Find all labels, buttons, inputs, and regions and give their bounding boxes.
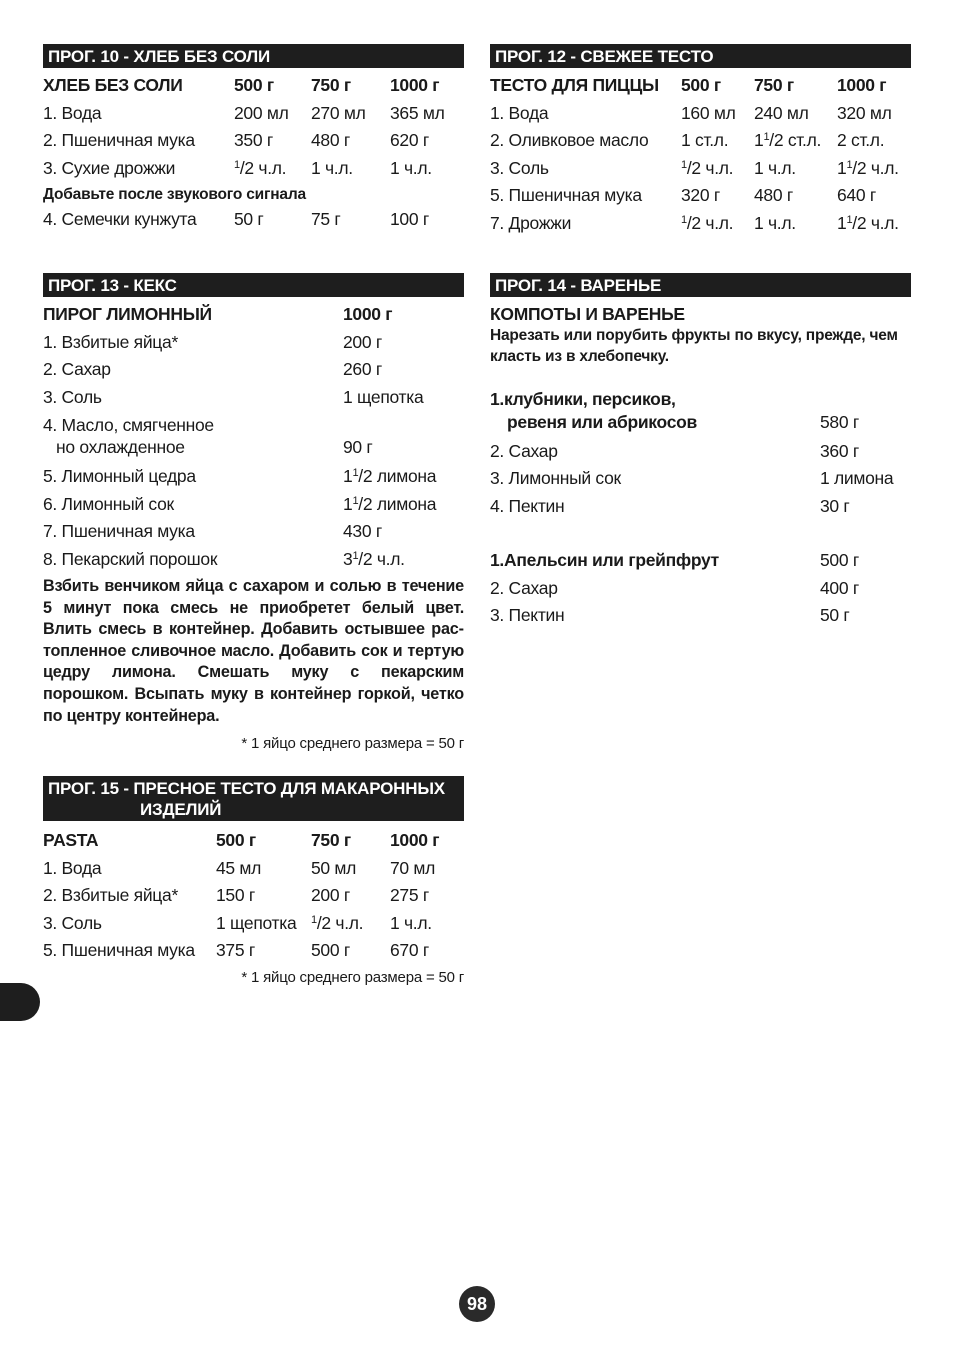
amount: 150 г [216, 885, 255, 905]
instructions: Взбить венчиком яйца с сахаром и солью в течение 5 минут пока смесь не приобретет белый цвет. Влить смесь в контейнер. Добавить остывшее растопленное сливочное масло. Добавить сок и тертую цедру лимона. Смешать муку с пекарским порошком. Всыпать муку в контейнер горкой, четко по центру контейнера. [43, 577, 464, 725]
section-title-line1: ПРОГ. 15 - ПРЕСНОЕ ТЕСТО ДЛЯ МАКАРОННЫХ [48, 779, 445, 798]
table-row [43, 206, 464, 234]
ingredient: 5. Пшеничная мука [43, 940, 195, 960]
table-row [490, 602, 911, 630]
table-header [43, 72, 464, 100]
footnote: * 1 яйцо среднего размера = 50 г [241, 735, 464, 753]
table-row [43, 100, 464, 128]
table-row [43, 155, 464, 183]
column-header: 1000 г [390, 830, 440, 850]
amount: 480 г [311, 130, 350, 150]
table-header [43, 301, 464, 329]
amount: 2 ст.л. [837, 130, 885, 150]
table-header [43, 827, 464, 855]
table-row [43, 329, 464, 357]
table-row [490, 493, 911, 521]
table-row [490, 465, 911, 493]
amount: 375 г [216, 940, 255, 960]
ingredient: 4. Семечки кунжута [43, 209, 197, 229]
amount: 640 г [837, 185, 876, 205]
amount: $1^1/2$ лимона [343, 466, 437, 486]
ingredient: 5. Пшеничная мука [490, 185, 642, 205]
column-header: 750 г [754, 75, 794, 95]
page-edge-tab [0, 983, 40, 1021]
amount: 1 ст.л. [681, 130, 729, 150]
amount: 1 ч.л. [754, 212, 796, 233]
table-row [490, 210, 911, 238]
table-row [490, 438, 911, 466]
after-beep-note: Добавьте после звукового сигнала [43, 186, 306, 203]
amount: $3^1/2$ ч.л. [343, 548, 405, 569]
section-prog14 [490, 273, 911, 630]
amount: 620 г [390, 130, 429, 150]
ingredient: 4. Масло, смягченное [43, 415, 214, 435]
amount: 200 г [311, 885, 350, 905]
amount: 50 г [234, 209, 264, 229]
ingredient: 1. Вода [43, 857, 102, 878]
ingredient: 3. Лимонный сок [490, 468, 621, 488]
amount: 1 ч.л. [390, 912, 432, 933]
amount: 270 мл [311, 102, 366, 123]
ingredient: 3. Соль [43, 912, 102, 933]
section-prog12 [490, 44, 911, 237]
section-prog13 [43, 273, 464, 754]
table-row [490, 575, 911, 603]
ingredient: 2. Взбитые яйца* [43, 885, 178, 905]
amount: 70 мл [390, 857, 436, 878]
column-header: 1000 г [343, 304, 393, 324]
ingredient: 1. Вода [490, 102, 549, 123]
section-title: ПРОГ. 10 - ХЛЕБ БЕЗ СОЛИ [43, 44, 464, 68]
amount: $^1$/2 ч.л. [311, 912, 364, 933]
table-row [490, 127, 911, 155]
amount: 45 мл [216, 857, 262, 878]
table-row [490, 547, 911, 575]
amount: $1^1/2$ ч.л. [837, 157, 899, 178]
amount: 160 мл [681, 102, 736, 123]
amount: 200 г [343, 331, 382, 352]
amount: 1 щепотка [343, 386, 424, 407]
column-header: 1000 г [390, 75, 440, 95]
ingredient: 4. Пектин [490, 495, 565, 516]
column-header: 500 г [234, 75, 274, 95]
amount: 75 г [311, 209, 341, 229]
recipe-group-1 [490, 388, 911, 521]
amount: 240 мл [754, 102, 809, 123]
column-header: PASTA [43, 830, 99, 850]
ingredient: 3. Соль [490, 157, 549, 178]
amount: $^1$/2 ч.л. [681, 157, 734, 178]
ingredient: 3. Сухие дрожжи [43, 157, 176, 178]
section-prog10 [43, 44, 464, 234]
amount: 320 г [681, 185, 720, 205]
amount: 200 мл [234, 102, 289, 123]
ingredient: но охлажденное [56, 437, 185, 457]
table-row [43, 937, 464, 965]
column-header: ХЛЕБ БЕЗ СОЛИ [43, 75, 183, 95]
section-title: ПРОГ. 13 - КЕКС [43, 273, 464, 297]
amount: 500 г [311, 940, 350, 960]
table-row [490, 411, 911, 438]
table-row [43, 910, 464, 938]
amount: 260 г [343, 359, 382, 379]
table-row [43, 414, 464, 436]
ingredient: 3. Соль [43, 386, 102, 407]
column-header: 500 г [216, 830, 256, 850]
table-row [490, 155, 911, 183]
amount: 365 мл [390, 102, 445, 123]
ingredient: 3. Пектин [490, 605, 565, 625]
section-title [43, 776, 464, 821]
amount: $1^1/2$ ст.л. [754, 130, 822, 150]
section-prog15 [43, 776, 464, 988]
ingredient: 7. Пшеничная мука [43, 521, 195, 541]
amount: $1^1/2$ ч.л. [837, 212, 899, 233]
table-header [490, 72, 911, 100]
table-row [490, 100, 911, 128]
amount: 400 г [820, 577, 859, 598]
table-row [43, 518, 464, 546]
table-row [43, 546, 464, 574]
table-row [43, 384, 464, 412]
ingredient: 8. Пекарский порошок [43, 548, 218, 569]
amount: 500 г [820, 550, 859, 570]
amount: 670 г [390, 940, 429, 960]
amount: 350 г [234, 130, 273, 150]
amount: 1 лимона [820, 468, 894, 488]
footnote: * 1 яйцо среднего размера = 50 г [241, 968, 464, 986]
ingredient: 2. Сахар [490, 440, 558, 461]
amount: 100 г [390, 209, 429, 229]
column-header: 1000 г [837, 75, 887, 95]
group-label: 1.Апельсин или грейпфрут [490, 550, 719, 570]
ingredient: 7. Дрожжи [490, 212, 572, 233]
amount: 90 г [343, 437, 373, 457]
table-row [43, 127, 464, 155]
ingredient: 2. Оливковое масло [490, 130, 649, 150]
amount: 360 г [820, 440, 859, 461]
column-header: 750 г [311, 830, 351, 850]
column-header: 500 г [681, 75, 721, 95]
table-row [43, 855, 464, 883]
table-row [43, 463, 464, 491]
recipe-group-2 [490, 547, 911, 630]
ingredient: 6. Лимонный сок [43, 493, 174, 514]
amount: 50 г [820, 605, 850, 625]
amount: $^1$/2 ч.л. [681, 212, 734, 233]
section-title: ПРОГ. 14 - ВАРЕНЬЕ [490, 273, 911, 297]
ingredient: 2. Пшеничная мука [43, 130, 195, 150]
section-title: ПРОГ. 12 - СВЕЖЕЕ ТЕСТО [490, 44, 911, 68]
column-header: 750 г [311, 75, 351, 95]
ingredient: 1. Вода [43, 102, 102, 123]
amount: 580 г [820, 411, 859, 432]
table-row [43, 356, 464, 384]
table-row [490, 182, 911, 210]
amount: 320 мл [837, 102, 892, 123]
ingredient: 1. Взбитые яйца* [43, 331, 178, 352]
amount: 275 г [390, 885, 429, 905]
amount: 30 г [820, 495, 850, 516]
amount: 1 щепотка [216, 912, 297, 933]
amount: 1 ч.л. [311, 157, 353, 178]
amount: 50 мл [311, 857, 357, 878]
recipe-table [43, 301, 464, 573]
table-row [43, 436, 464, 463]
amount: 1 ч.л. [754, 157, 796, 178]
ingredient: 2. Сахар [490, 577, 558, 598]
subtitle: КОМПОТЫ И ВАРЕНЬЕ [490, 304, 685, 324]
amount: 430 г [343, 521, 382, 541]
recipe-table [43, 72, 464, 234]
ingredient: ревеня или абрикосов [507, 411, 697, 432]
preparation-note: Нарезать или порубить фрукты по вкусу, прежде, чем класть из в хлебопечку. [490, 326, 898, 365]
section-title-line2: ИЗДЕЛИЙ [140, 800, 222, 819]
table-row [43, 491, 464, 519]
column-header: ПИРОГ ЛИМОННЫЙ [43, 304, 212, 324]
page-number: 98 [459, 1286, 495, 1322]
recipe-table [490, 72, 911, 237]
ingredient: 5. Лимонный цедра [43, 466, 196, 486]
amount: $^1$/2 ч.л. [234, 157, 287, 178]
recipe-table [43, 827, 464, 965]
amount: 1 ч.л. [390, 157, 432, 178]
amount: $1^1/2$ лимона [343, 493, 437, 514]
ingredient: 2. Сахар [43, 359, 111, 379]
table-row [43, 882, 464, 910]
column-header: ТЕСТО ДЛЯ ПИЦЦЫ [490, 75, 659, 95]
group-label: 1.клубники, персиков, [490, 388, 676, 409]
amount: 480 г [754, 185, 793, 205]
